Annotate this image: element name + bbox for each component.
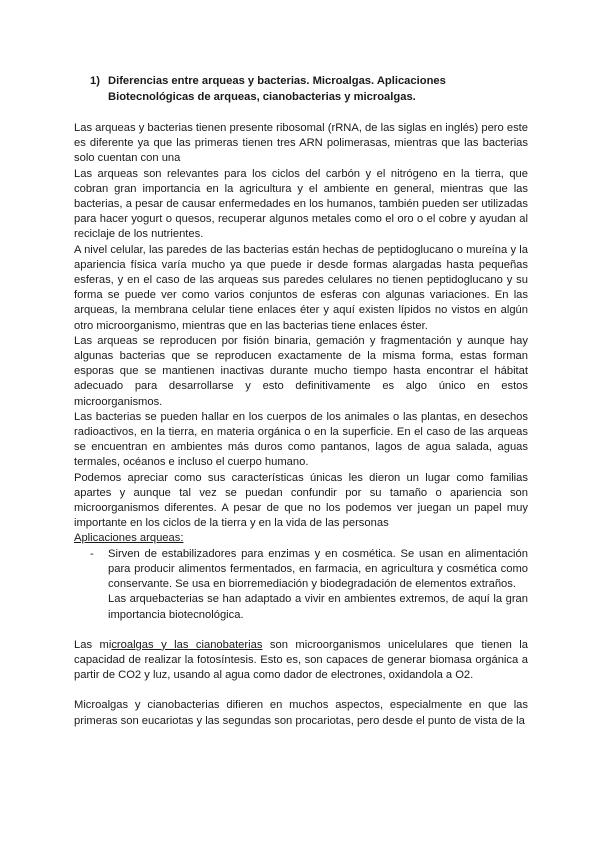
bullet-dash: -: [90, 547, 94, 560]
paragraph-cycles: Las arqueas son relevantes para los ciclos del carbón y el nitrógeno en la tierra, que cobran gran importancia en la agricultura y el ambiente en general, mientras que las bacterias, a pesar de causar enfermedades en los humanos, también pueden ser utilizadas para hacer yogurt o quesos, recuperar algunos metales como el oro o el cobre y ayudan al reciclaje de los nutrientes.: [74, 167, 528, 241]
section-title: Diferencias entre arqueas y bacterias. Microalgas. Aplicaciones Biotecnológicas de arqueas, cianobacterias y microalgas.: [108, 75, 446, 103]
list-item: [74, 547, 528, 593]
document-body: [74, 121, 528, 729]
applications-title: Aplicaciones arqueas:: [74, 532, 184, 545]
paragraph-reproduction: Las arqueas se reproducen por fisión binaria, gemación y fragmentación y aunque hay algunas bacterias que se reproducen exactamente de la misma forma, estas forman esporas que se mantienen inactivas durante mucho tiempo hasta encontrar el hábitat adecuado para desarrollarse y esto definitivamente es algo único en estos microorganismos.: [74, 334, 528, 408]
microalgae-underlined-text: croalgas y las cianobaterias: [111, 638, 263, 651]
spacer: [74, 683, 528, 698]
paragraph-differences: Microalgas y cianobacterias difieren en muchos aspectos, especialmente en que las primeras son eucariotas y las segundas son procariotas, pero desde el punto de vista de la: [74, 699, 528, 727]
microalgae-text-start: Las mi: [74, 638, 112, 651]
paragraph-habitat: Las bacterias se pueden hallar en los cuerpos de los animales o las plantas, en desechos radioactivos, en la tierra, en materia orgánica o en la superficie. En el caso de las arqueas se encuentran en ambientes más duros como pantanos, lagos de agua salada, aguas termales, océanos e incluso el cuerpo humano.: [74, 410, 528, 469]
paragraph-conclusion: Podemos apreciar como sus características únicas les dieron un lugar como familias apartes y aunque tal vez se puedan confundir por su tamaño o apariencia son microorganismos diferentes. A pesar de que no los podemos ver juegan un papel muy importante en los ciclos de la tierra y en la vida de las personas: [74, 471, 528, 530]
paragraph-microalgae: [74, 638, 528, 684]
paragraph-rrna: Las arqueas y bacterias tienen presente ribosomal (rRNA, de las siglas en inglés) pero este es diferente ya que las primeras tienen tres ARN polimerasas, mientras que las bacterias solo cuentan con una: [74, 122, 528, 165]
applications-list: [74, 547, 528, 593]
microalgae-text-end: son microorganismos unicelulares que tienen la capacidad de realizar la fotosíntesis. Esto es, son capaces de generar biomasa orgánica a partir de CO2 y luz, usando al agua como dador de electrones, oxidandola a O2.: [74, 638, 528, 682]
paragraph-cell-walls: A nivel celular, las paredes de las bacterias están hechas de peptidoglucano o mureína y la apariencia física varía mucho ya que puede ir desde formas alargadas hasta pequeñas esferas, y en el caso de las arqueas sus paredes celulares no tienen peptidoglucano y su forma se puede ver como varios conjuntos de esferas con algunas variaciones. En las arqueas, la membrana celular tiene enlaces éter y aquí existen lípidos no vistos en algún otro microorganismo, mientras que en las bacterias tiene enlaces éster.: [74, 243, 528, 332]
bullet-text: Sirven de estabilizadores para enzimas y en cosmética. Se usan en alimentación para producir alimentos fermentados, en farmacia, en agricultura y cosmética como conservante. Se usa en biorremediación y biodegradación de elementos extraños.: [108, 547, 528, 591]
section-number: 1): [90, 75, 100, 87]
section-heading: [90, 73, 530, 105]
spacer: [74, 623, 528, 638]
bullet-continuation: Las arquebacterias se han adaptado a vivir en ambientes extremos, de aquí la gran importancia biotecnológica.: [108, 593, 528, 621]
